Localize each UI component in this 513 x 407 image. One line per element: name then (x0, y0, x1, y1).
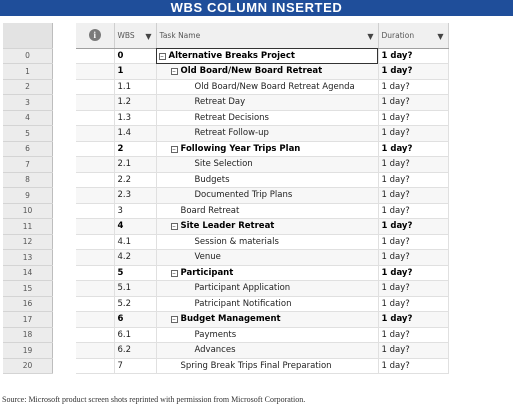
task-name-column-header[interactable] (156, 23, 378, 48)
indicator-cell[interactable] (76, 250, 114, 266)
row-number[interactable]: 20 (3, 358, 53, 374)
row-number[interactable]: 18 (3, 327, 53, 343)
wbs-cell[interactable]: 6.1 (114, 327, 156, 343)
indicator-cell[interactable] (76, 157, 114, 173)
row-number[interactable]: 10 (3, 203, 53, 219)
duration-cell[interactable]: 1 day? (378, 188, 448, 204)
indicator-cell[interactable] (76, 327, 114, 343)
indicator-cell[interactable] (76, 219, 114, 235)
indicators-column-header[interactable] (76, 23, 114, 48)
indicator-cell[interactable] (76, 234, 114, 250)
indicator-cell[interactable] (76, 296, 114, 312)
indicator-cell[interactable] (76, 312, 114, 328)
task-name-text: Payments (194, 329, 237, 340)
row-number[interactable]: 0 (3, 48, 53, 64)
duration-cell[interactable]: 1 day? (378, 126, 448, 142)
task-name-cell[interactable] (156, 343, 378, 359)
task-name-text: Old Board/New Board Retreat Agenda (194, 81, 355, 92)
duration-cell[interactable]: 1 day? (378, 343, 448, 359)
indicator-cell[interactable] (76, 64, 114, 80)
task-row[interactable] (76, 358, 448, 374)
row-number[interactable]: 15 (3, 281, 53, 297)
row-number[interactable]: 1 (3, 64, 53, 80)
task-name-header-label: Task Name (159, 30, 201, 40)
task-name-text: Old Board/New Board Retreat (180, 66, 323, 77)
figure-title-banner: WBS COLUMN INSERTED (0, 0, 513, 16)
task-name-cell[interactable] (156, 203, 378, 219)
task-name-cell[interactable] (156, 312, 378, 328)
duration-cell[interactable]: 1 day? (378, 219, 448, 235)
task-row[interactable] (76, 296, 448, 312)
wbs-header-label: WBS (117, 30, 135, 40)
indicator-cell[interactable] (76, 126, 114, 142)
task-row[interactable] (76, 141, 448, 157)
task-name-cell[interactable] (156, 110, 378, 126)
task-row[interactable] (76, 188, 448, 204)
duration-cell[interactable]: 1 day? (378, 95, 448, 111)
row-number[interactable]: 17 (3, 312, 53, 328)
duration-cell[interactable]: 1 day? (378, 312, 448, 328)
row-number[interactable]: 4 (3, 110, 53, 126)
gantt-entry-table (76, 23, 449, 374)
row-number[interactable]: 12 (3, 234, 53, 250)
wbs-cell[interactable]: 1.3 (114, 110, 156, 126)
task-row[interactable] (76, 110, 448, 126)
collapse-toggle-icon[interactable]: – (172, 315, 176, 324)
collapse-toggle-icon[interactable]: – (172, 144, 176, 153)
indicator-cell[interactable] (76, 203, 114, 219)
info-icon: i (89, 29, 101, 41)
duration-cell[interactable]: 1 day? (378, 296, 448, 312)
task-row[interactable] (76, 312, 448, 328)
row-number[interactable]: 6 (3, 141, 53, 157)
chevron-down-icon[interactable]: ▼ (437, 32, 444, 41)
select-all-corner[interactable] (3, 23, 53, 48)
wbs-cell[interactable]: 2.1 (114, 157, 156, 173)
row-number-column (3, 23, 53, 374)
duration-cell[interactable]: 1 day? (378, 141, 448, 157)
wbs-cell[interactable]: 4 (114, 219, 156, 235)
task-name-text: Session & materials (194, 236, 279, 247)
duration-cell[interactable]: 1 day? (378, 79, 448, 95)
task-name-cell[interactable] (156, 265, 378, 281)
duration-cell[interactable]: 1 day? (378, 157, 448, 173)
task-name-text: Budgets (194, 174, 230, 185)
wbs-cell[interactable]: 5.1 (114, 281, 156, 297)
task-name-text: Budget Management (180, 314, 281, 325)
row-number[interactable]: 9 (3, 188, 53, 204)
task-row[interactable] (76, 250, 448, 266)
task-name-cell[interactable] (156, 296, 378, 312)
row-number[interactable]: 2 (3, 79, 53, 95)
wbs-cell[interactable]: 6.2 (114, 343, 156, 359)
duration-cell[interactable]: 1 day? (378, 281, 448, 297)
wbs-cell[interactable]: 1.4 (114, 126, 156, 142)
duration-cell[interactable]: 1 day? (378, 234, 448, 250)
task-name-cell[interactable] (156, 79, 378, 95)
task-row[interactable] (76, 203, 448, 219)
task-row[interactable] (76, 343, 448, 359)
duration-cell[interactable]: 1 day? (378, 110, 448, 126)
source-caption: Source: Microsoft product screen shots reprinted with permission from Microsoft Corporation. (2, 395, 306, 404)
task-name-cell[interactable] (156, 126, 378, 142)
task-name-text: Retreat Follow-up (194, 128, 269, 139)
indicator-cell[interactable] (76, 95, 114, 111)
wbs-cell[interactable]: 4.2 (114, 250, 156, 266)
task-row[interactable] (76, 157, 448, 173)
task-name-cell[interactable] (156, 250, 378, 266)
task-row[interactable] (76, 219, 448, 235)
task-name-text: Spring Break Trips Final Preparation (180, 360, 332, 371)
indicator-cell[interactable] (76, 48, 114, 64)
duration-cell[interactable]: 1 day? (378, 265, 448, 281)
task-name-text: Advances (194, 345, 236, 356)
task-name-text: Patricipant Notification (194, 298, 292, 309)
task-name-text: Participant (180, 267, 234, 278)
task-name-text: Documented Trip Plans (194, 190, 293, 201)
row-number[interactable]: 16 (3, 296, 53, 312)
task-row[interactable] (76, 126, 448, 142)
task-row[interactable] (76, 95, 448, 111)
row-number[interactable]: 14 (3, 265, 53, 281)
wbs-cell[interactable]: 6 (114, 312, 156, 328)
duration-cell[interactable]: 1 day? (378, 327, 448, 343)
task-name-text: Board Retreat (180, 205, 240, 216)
collapse-toggle-icon[interactable]: – (160, 51, 164, 60)
column-header-row (76, 23, 448, 48)
task-row[interactable] (76, 48, 448, 64)
duration-cell[interactable]: 1 day? (378, 172, 448, 188)
chevron-down-icon[interactable]: ▼ (145, 32, 152, 41)
task-name-cell[interactable] (156, 95, 378, 111)
task-name-text: Alternative Breaks Project (168, 50, 295, 61)
task-name-cell[interactable] (156, 219, 378, 235)
chevron-down-icon[interactable]: ▼ (367, 32, 374, 41)
task-name-text: Retreat Day (194, 97, 246, 108)
task-name-cell[interactable] (156, 172, 378, 188)
wbs-cell[interactable]: 5 (114, 265, 156, 281)
task-name-text: Site Selection (194, 159, 253, 170)
indicator-cell[interactable] (76, 265, 114, 281)
row-number[interactable]: 11 (3, 219, 53, 235)
task-row[interactable] (76, 172, 448, 188)
indicator-cell[interactable] (76, 343, 114, 359)
duration-cell[interactable]: 1 day? (378, 203, 448, 219)
task-row[interactable] (76, 327, 448, 343)
wbs-cell[interactable]: 2.2 (114, 172, 156, 188)
row-number[interactable]: 13 (3, 250, 53, 266)
duration-header-label: Duration (381, 30, 415, 40)
task-name-cell[interactable] (156, 281, 378, 297)
indicator-cell[interactable] (76, 110, 114, 126)
task-name-cell[interactable] (156, 48, 378, 64)
duration-cell[interactable]: 1 day? (378, 64, 448, 80)
task-name-cell[interactable] (156, 358, 378, 374)
row-number[interactable]: 8 (3, 172, 53, 188)
wbs-cell[interactable]: 2 (114, 141, 156, 157)
task-name-text: Site Leader Retreat (180, 221, 275, 232)
duration-cell[interactable]: 1 day? (378, 250, 448, 266)
indicator-cell[interactable] (76, 281, 114, 297)
task-name-cell[interactable] (156, 327, 378, 343)
indicator-cell[interactable] (76, 358, 114, 374)
indicator-cell[interactable] (76, 79, 114, 95)
wbs-cell[interactable]: 3 (114, 203, 156, 219)
indicator-cell[interactable] (76, 172, 114, 188)
task-name-cell[interactable] (156, 64, 378, 80)
task-row[interactable] (76, 281, 448, 297)
row-number[interactable]: 3 (3, 95, 53, 111)
task-row[interactable] (76, 64, 448, 80)
wbs-cell[interactable]: 5.2 (114, 296, 156, 312)
task-name-cell[interactable] (156, 234, 378, 250)
task-name-cell[interactable] (156, 141, 378, 157)
task-name-cell[interactable] (156, 188, 378, 204)
task-row[interactable] (76, 265, 448, 281)
collapse-toggle-icon[interactable]: – (172, 67, 176, 76)
duration-cell[interactable]: 1 day? (378, 48, 448, 64)
row-number[interactable]: 7 (3, 157, 53, 173)
wbs-cell[interactable]: 0 (114, 48, 156, 64)
duration-column-header[interactable] (378, 23, 448, 48)
task-name-cell[interactable] (156, 157, 378, 173)
row-number[interactable]: 19 (3, 343, 53, 359)
wbs-cell[interactable]: 1 (114, 64, 156, 80)
duration-cell[interactable]: 1 day? (378, 358, 448, 374)
task-row[interactable] (76, 79, 448, 95)
task-name-text: Venue (194, 252, 221, 263)
collapse-toggle-icon[interactable]: – (172, 268, 176, 277)
task-name-text: Participant Application (194, 283, 291, 294)
task-name-text: Following Year Trips Plan (180, 143, 301, 154)
wbs-cell[interactable]: 7 (114, 358, 156, 374)
indicator-cell[interactable] (76, 141, 114, 157)
wbs-cell[interactable]: 1.2 (114, 95, 156, 111)
task-row[interactable] (76, 234, 448, 250)
wbs-cell[interactable]: 1.1 (114, 79, 156, 95)
wbs-cell[interactable]: 2.3 (114, 188, 156, 204)
wbs-column-header[interactable] (114, 23, 156, 48)
wbs-cell[interactable]: 4.1 (114, 234, 156, 250)
collapse-toggle-icon[interactable]: – (172, 222, 176, 231)
task-name-text: Retreat Decisions (194, 112, 269, 123)
indicator-cell[interactable] (76, 188, 114, 204)
row-number[interactable]: 5 (3, 126, 53, 142)
